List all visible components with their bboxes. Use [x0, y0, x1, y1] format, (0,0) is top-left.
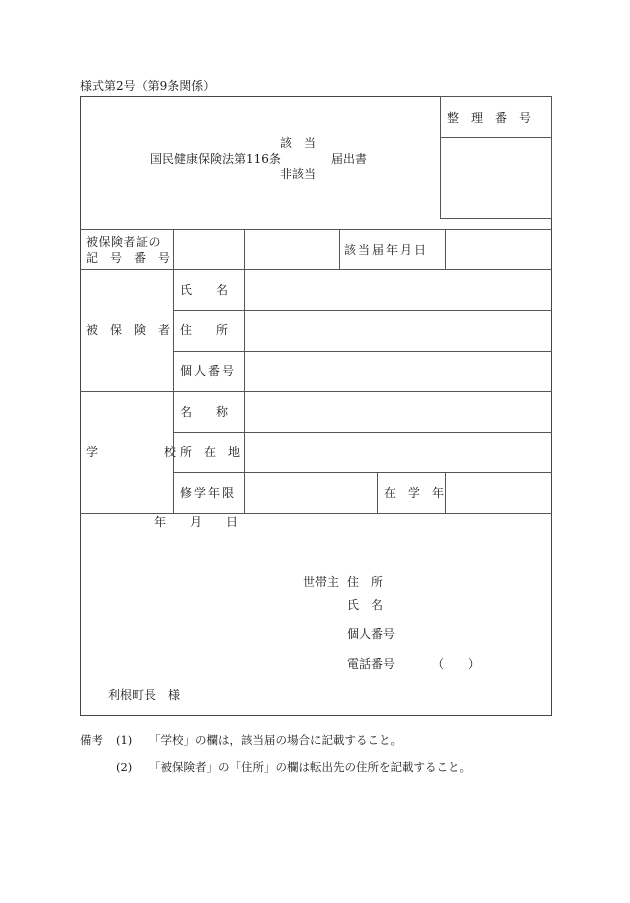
option-not-applicable: 非該当: [280, 167, 317, 181]
school-location-label: 所 在 地: [180, 445, 241, 459]
note-2-text: 「被保険者」の「住所」の欄は転出先の住所を記載すること。: [149, 760, 471, 774]
seiri-bango-label: 整 理 番 号: [447, 111, 532, 125]
law-title: 国民健康保険法第116条: [150, 152, 281, 166]
phone-paren: （ ）: [432, 657, 481, 671]
insured-name-field[interactable]: [245, 270, 551, 310]
card-number-label-line2: 記 号 番 号: [86, 251, 171, 265]
household-address-label: 住 所: [347, 575, 384, 589]
card-symbol-field[interactable]: [174, 230, 244, 269]
col-divider: [173, 229, 174, 513]
notification-suffix: 届出書: [331, 152, 368, 166]
insured-mynumber-label: 個人番号: [180, 364, 237, 378]
insured-mynumber-field[interactable]: [245, 352, 551, 391]
option-applicable: 該 当: [280, 136, 317, 150]
card-number-label-line1: 被保険者証の: [86, 235, 162, 249]
note-1-number: (1): [116, 733, 133, 747]
household-name-label: 氏 名: [347, 598, 384, 612]
phone-label: 電話番号: [347, 657, 396, 671]
school-section-label: 学 校: [86, 445, 191, 459]
household-mynumber-label: 個人番号: [347, 627, 396, 641]
notes-prefix: 備考: [80, 733, 103, 747]
school-name-field[interactable]: [245, 392, 551, 432]
form-id: 様式第2号（第9条関係）: [80, 79, 216, 93]
insured-section-label: 被 保 険 者: [86, 323, 171, 337]
card-number-field[interactable]: [245, 230, 339, 269]
school-grade-field[interactable]: [446, 473, 551, 513]
note-2-number: (2): [116, 760, 133, 774]
household-head-label: 世帯主: [303, 575, 340, 589]
addressee: 利根町長 様: [108, 688, 181, 702]
school-term-field[interactable]: [245, 473, 377, 513]
school-location-field[interactable]: [245, 433, 551, 472]
insured-address-field[interactable]: [245, 311, 551, 351]
date-field[interactable]: [446, 230, 551, 269]
footer-date: 年 月 日: [154, 515, 239, 529]
col-divider: [339, 229, 340, 269]
school-grade-label: 在 学 年: [384, 486, 445, 500]
col-divider: [377, 472, 378, 513]
note-1-text: 「学校」の欄は，該当届の場合に記載すること。: [149, 733, 402, 747]
seiri-bango-field[interactable]: [441, 138, 551, 218]
school-term-label: 修学年限: [180, 486, 237, 500]
insured-name-label: 氏 名: [180, 283, 229, 297]
insured-address-label: 住 所: [180, 323, 229, 337]
row-divider: [80, 513, 552, 514]
date-label: 該当届年月日: [344, 243, 429, 257]
school-name-label: 名 称: [180, 405, 229, 419]
